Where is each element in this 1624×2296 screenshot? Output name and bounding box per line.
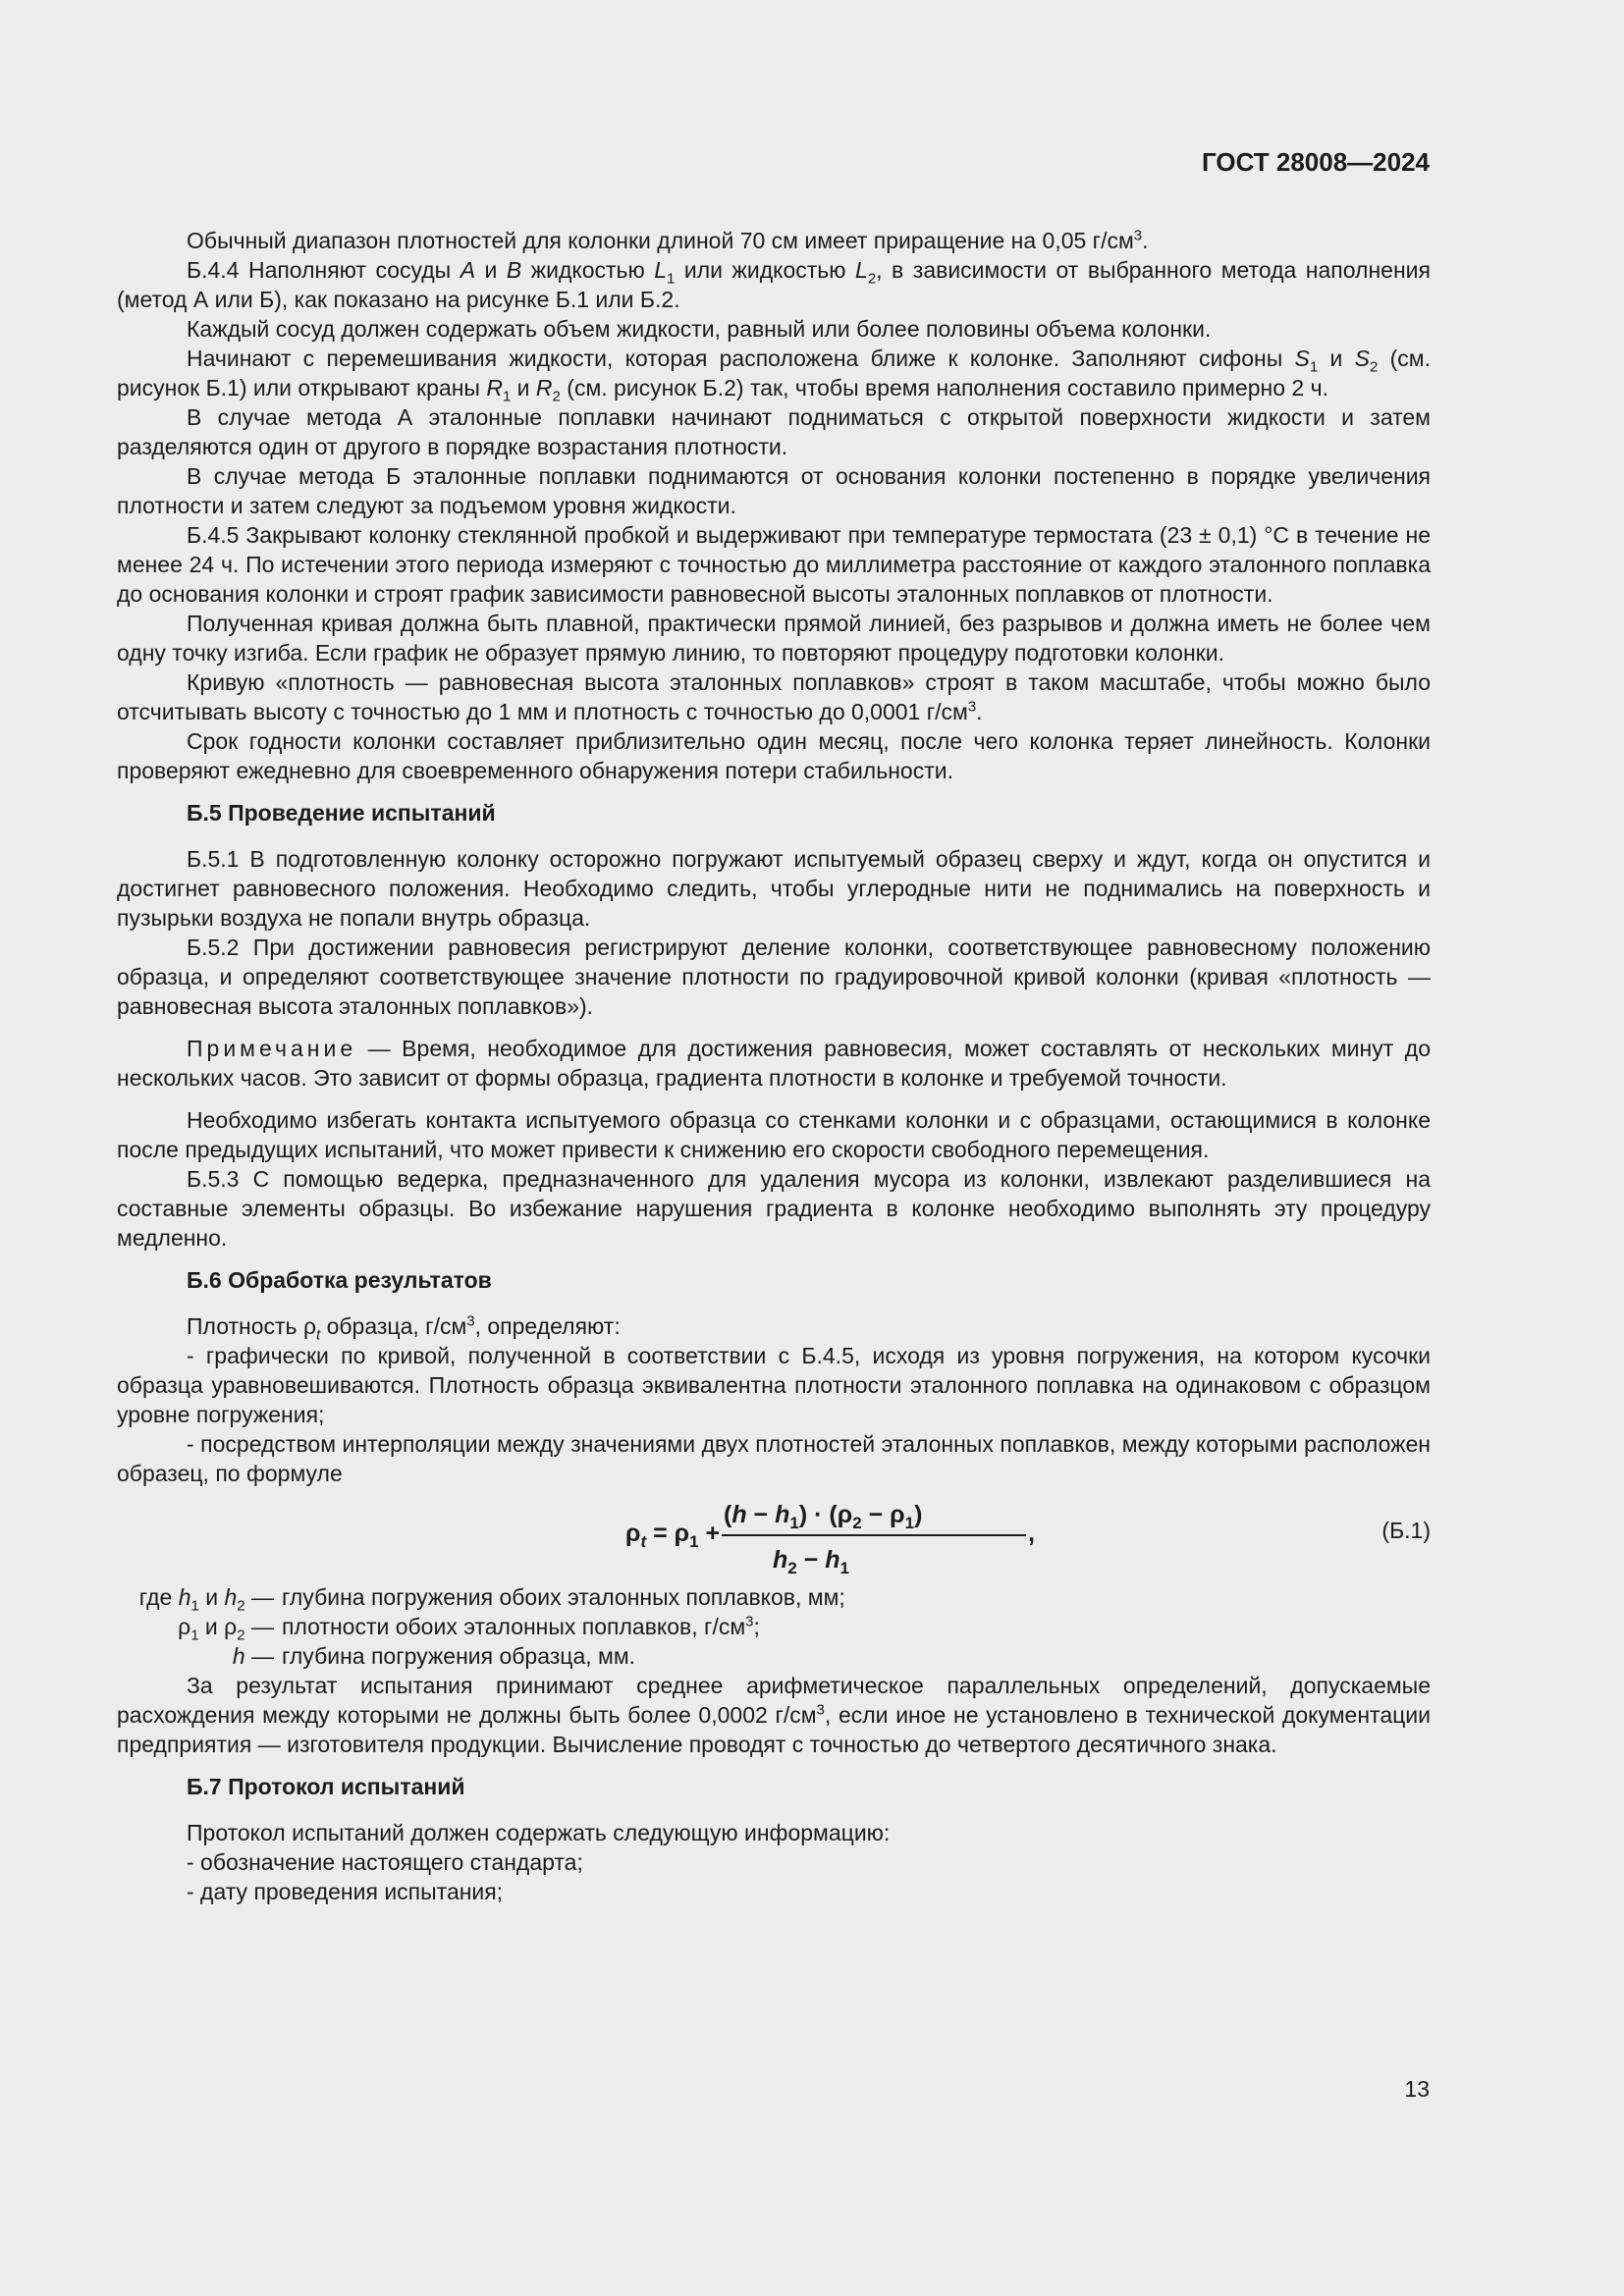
paragraph-density-def: Плотность $\rho_t$ образца, $г/см^3$, определяют: bbox=[187, 1312, 621, 1344]
list-item-interpolation: - посредством интерполяции между значениями двух плотностей эталонных поплавков, между которыми расположен образец, по формуле bbox=[117, 1431, 1431, 1486]
note: Примечание — Время, необходимое для достижения равновесия, может составлять от нескольких минут до нескольких часов. Это зависит от формы образца, градиента плотности в колонке и требуемой точности. bbox=[117, 1036, 1431, 1091]
legend-desc-h1-h2: глубина погружения обоих эталонных поплавков, мм; bbox=[282, 1584, 845, 1610]
paragraph-b51: Б.5.1 В подготовленную колонку осторожно погружают испытуемый образец сверху и ждут, когда он опустится и достигнет равновесного положения. Необходимо следить, чтобы углеродные нити не поднимались на поверхность и пузырьки воздуха не попали внутрь образца. bbox=[117, 846, 1431, 931]
paragraph-method-b: В случае метода Б эталонные поплавки поднимаются от основания колонки постепенно в порядке увеличения плотности и затем следуют за подъемом уровня жидкости. bbox=[117, 463, 1431, 518]
paragraph-shelf-life: Срок годности колонки составляет приблизительно один месяц, после чего колонка теряет линейность. Колонки проверяют ежедневно для своевременного обнаружения потери стабильности. bbox=[117, 728, 1431, 783]
section-heading-b6: Б.6 Обработка результатов bbox=[187, 1267, 492, 1293]
page-number: 13 bbox=[1404, 2076, 1430, 2102]
paragraph-result: За результат испытания принимают среднее арифметическое параллельных определений, допускаемые расхождения между которыми не должны быть более 0,0002 $г/см^3$, если иное не установлено в технической документации предприятия — изготовителя продукции. Вычисление проводят с точностью до четвертого десятичного знака. bbox=[117, 1673, 1431, 1757]
list-item-standard: - обозначение настоящего стандарта; bbox=[187, 1849, 583, 1875]
paragraph-curve: Полученная кривая должна быть плавной, практически прямой линией, без разрывов и должна иметь не более чем одну точку изгиба. Если график не образует прямую линию, то повторяют процедуру подготовки колонки. bbox=[117, 611, 1431, 666]
list-item-graphical: - графически по кривой, полученной в соответствии с Б.4.5, исходя из уровня погружения, на котором кусочки образца уравновешиваются. Плотность образца эквивалентна плотности эталонного поплавка на одинаковом с образцом уровне погружения; bbox=[117, 1343, 1431, 1427]
legend-desc-h: глубина погружения образца, мм. bbox=[282, 1643, 636, 1669]
list-item-date: - дату проведения испытания; bbox=[187, 1879, 504, 1904]
document-header: ГОСТ 28008—2024 bbox=[1202, 147, 1430, 177]
paragraph-protocol: Протокол испытаний должен содержать следующую информацию: bbox=[187, 1820, 891, 1845]
svg-text:,: , bbox=[1028, 1520, 1035, 1547]
section-heading-b5: Б.5 Проведение испытаний bbox=[187, 800, 496, 826]
legend-desc-rho: плотности обоих эталонных поплавков, $г/см^3$; bbox=[282, 1613, 760, 1639]
page-content bbox=[117, 226, 1431, 1906]
paragraph-contact: Необходимо избегать контакта испытуемого образца со стенками колонки и с образцами, остающимися в колонке после предыдущих испытаний, что может привести к снижению его скорости свободного перемещения. bbox=[117, 1107, 1431, 1162]
formula-number: (Б.1) bbox=[1381, 1518, 1431, 1543]
legend-term-h: h — bbox=[232, 1643, 274, 1669]
svg-text:ρt = ρ1 +: $\rho_t = \rho_1$ + bbox=[625, 1520, 721, 1551]
formula-row bbox=[117, 1490, 1431, 1575]
paragraph-b44: Б.4.4 Наполняют сосуды А и В жидкостью $L_1$ или жидкостью $L_2$, в зависимости от выбранного метода наполнения (метод А или Б), как показано на рисунке Б.1 или Б.2. bbox=[117, 257, 1431, 312]
paragraph-method-a: В случае метода А эталонные поплавки начинают подниматься с открытой поверхности жидкости и затем разделяются один от другого в порядке возрастания плотности. bbox=[117, 404, 1431, 459]
paragraph-vessel-volume: Каждый сосуд должен содержать объем жидкости, равный или более половины объема колонки. bbox=[187, 316, 1212, 342]
paragraph-b53: Б.5.3 С помощью ведерка, предназначенного для удаления мусора из колонки, извлекают разделившиеся на составные элементы образцы. Во избежание нарушения градиента в колонке необходимо выполнять эту процедуру медленно. bbox=[117, 1166, 1431, 1251]
formula-legend bbox=[117, 1582, 1431, 1671]
paragraph-curve-scale: Кривую «плотность — равновесная высота эталонных поплавков» строят в таком масштабе, чтобы можно было отсчитывать высоту с точностью до 1 мм и плотность с точностью до 0,0001 $г/см^3$. bbox=[117, 669, 1431, 724]
paragraph-mixing: Начинают с перемешивания жидкости, которая расположена ближе к колонке. Заполняют сифоны $S_1$ и $S_2$ (см. рисунок Б.1) или открывают краны $R_1$ и $R_2$ (см. рисунок Б.2) так, чтобы время наполнения составило примерно 2 ч. bbox=[117, 346, 1431, 405]
note-label: Примечание bbox=[187, 1036, 357, 1061]
svg-text:(h − h1) · (ρ2 − ρ1): $(h - h_1) \cdot (\rho_2 - \rho_1)$ bbox=[724, 1501, 923, 1532]
legend-term-rho: $\rho_1$ и $\rho_2$ — bbox=[178, 1614, 274, 1644]
section-heading-b7: Б.7 Протокол испытаний bbox=[187, 1774, 465, 1799]
paragraph-b45: Б.4.5 Закрывают колонку стеклянной пробкой и выдерживают при температуре термостата (23 ± 0,1) °C в течение не менее 24 ч. По истечении этого периода измеряют с точностью до миллиметра расстояние от каждого эталонного поплавка до основания колонки и строят график зависимости равновесной высоты эталонных поплавков от плотности. bbox=[117, 522, 1431, 607]
interpolation-formula bbox=[625, 1490, 1048, 1575]
svg-text:h2 − h1: $h_2 - h_1$ bbox=[773, 1546, 849, 1575]
paragraph-b52: Б.5.2 При достижении равновесия регистрируют деление колонки, соответствующее равновесному положению образца, и определяют соответствующее значение плотности по градуировочной кривой колонки (кривая «плотность — равновесная высота эталонных поплавков»). bbox=[117, 934, 1431, 1019]
legend-term-h1-h2: где $h_1$ и $h_2$ — bbox=[138, 1584, 274, 1615]
paragraph-density-range: Обычный диапазон плотностей для колонки длиной 70 см имеет приращение на 0,05 $г/см^3$. bbox=[187, 227, 1149, 253]
